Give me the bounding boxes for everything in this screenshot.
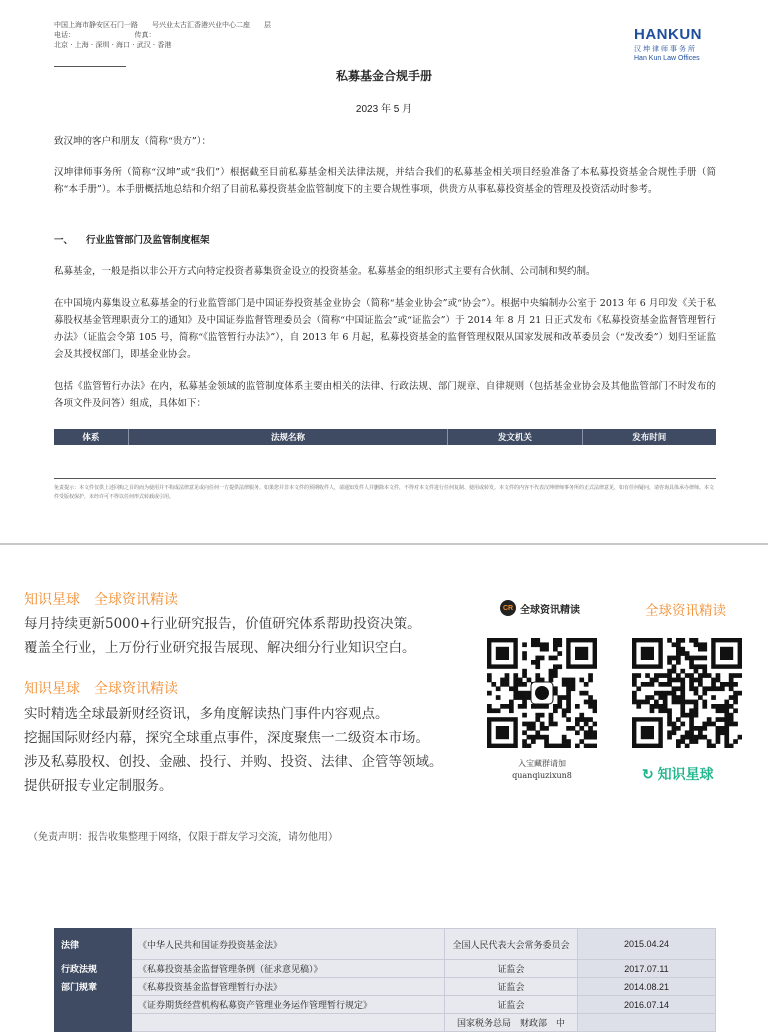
qr-caption-line: 入宝藏群请加 [518,759,566,768]
promo-line: 挖掘国际财经内幕，探究全球重点事件，深度聚焦一二级资本市场。 [24,730,429,746]
hankun-logo [634,26,716,62]
qr-caption-id: quanqiuzixun8 [512,771,572,780]
promo-line: 涉及私募股权、创投、金融、投行、并购、投资、法律、企管等领域。 [24,754,443,770]
row-category: 行政法规 [55,960,132,978]
table-row [55,978,716,996]
row-issuer: 国家税务总局 财政部 中 [445,1014,578,1032]
row-category: 法律 [55,929,132,960]
row-issuer: 证监会 [445,960,578,978]
col-header-date: 发布时间 [632,433,667,443]
footer-disclaimer: 免责提示：本文件仅供上述回购之目的而为使用并不构成法律意见或向任何一方提供法律服务。如果您并非本文件的预期收件人，请通知发件人并删除本文件，不得对本文件进行任何复制、使用或转发。本文件的内容不代表汉坤律师事务所的正式法律意见，如有任何疑问，请咨询具体承办律师。本文件受版权保护，未经许可不得以任何形式转载或引用。 [54,485,715,500]
zsxq-logo [642,764,714,784]
table-row [55,929,716,960]
regulation-table [54,928,716,1032]
phone-fax-line: 电话： 传真： [54,31,156,39]
row-category [55,1014,132,1032]
row-date: 2017.07.11 [578,960,716,978]
scope-paragraph: 包括《监管暂行办法》在内，私募基金领域的监管制度体系主要由相关的法律、行政法规、部门规章、自律规则（包括基金业协会及其他监管部门不时发布的各项文件及问答）组成，具体如下： [54,381,716,409]
intro-paragraph: 汉坤律师事务所（简称“汉坤”或“我们”）根据截至目前私募基金相关法律法规，并结合我们的私募基金相关项目经验准备了本私募投资基金合规性手册（简称“本手册”）。本手册概括地总结和介绍了目前私募投资基金监管制度下的主要合规性事项，供贵方从事私募投资基金的管理及投资活动时参考。 [54,167,716,195]
col-header-system: 体系 [54,429,129,445]
promo-heading-2: 知识星球 全球资讯精读 [24,681,178,697]
right-title: 全球资讯精读 [645,603,726,619]
row-date: 2014.08.21 [578,978,716,996]
row-issuer: 证监会 [445,996,578,1014]
promo-line: 覆盖全行业，上万份行业研究报告展现、解决细分行业知识空白。 [24,640,416,656]
row-law: 《中华人民共和国证券投资基金法》 [132,929,445,960]
row-category: 部门规章 [55,978,132,996]
table-row [55,1014,716,1032]
row-date: 2016.07.14 [578,996,716,1014]
document-title: 私募基金合规手册 [335,69,432,83]
footer-divider [54,478,716,479]
promo-line: 提供研报专业定制服务。 [24,778,173,794]
promo-heading-1: 知识星球 全球资讯精读 [24,592,178,608]
row-issuer: 证监会 [445,978,578,996]
row-category [55,996,132,1014]
document-date: 2023 年 5 月 [355,104,413,115]
zsxq-icon: ↻ [642,766,654,782]
letterhead-address [54,20,271,50]
cr-logo-icon: CR [500,600,516,616]
row-law: 《私募投资基金监督管理条例（征求意见稿）》 [132,960,445,978]
col-header-issuer: 发文机关 [448,429,582,445]
row-law: 《证券期货经营机构私募资产管理业务运作管理暂行规定》 [132,996,445,1014]
address-line: 中国上海市静安区石门一路 号兴业太古汇香港兴业中心二座 层 [54,21,271,29]
row-law [132,1014,445,1032]
row-date: 2015.04.24 [578,929,716,960]
col-header-law-name: 法规名称 [129,429,449,445]
logo-chinese-name: 汉坤律师事务所 [634,45,697,53]
promo-disclaimer: （免责声明：报告收集整理于网络，仅限于群友学习交流，请勿他用） [28,832,338,843]
qr-caption [487,758,597,782]
table-row [55,996,716,1014]
zsxq-label: 知识星球 [657,766,714,782]
cr-label: 全球资讯精读 [520,604,580,616]
table-row [55,960,716,978]
logo-wordmark: HANKUN [634,26,702,43]
promo-banner [0,545,768,875]
logo-english-name: Han Kun Law Offices [634,55,700,62]
zsxq-qr-code[interactable] [632,638,742,748]
row-law: 《私募投资基金监督管理暂行办法》 [132,978,445,996]
wechat-qr-code[interactable] [487,638,597,748]
office-cities: 北京 · 上海 · 深圳 · 海口 · 武汉 · 香港 [54,41,172,49]
row-issuer: 全国人民代表大会常务委员会 [445,929,578,960]
row-date [578,1014,716,1032]
section-title: 行业监管部门及监管制度框架 [86,235,210,246]
cr-badge [500,600,580,616]
section-heading [54,232,716,249]
section-number: 一、 [54,235,74,246]
promo-line: 实时精选全球最新财经资讯，多角度解读热门事件内容观点。 [24,706,389,722]
definition-paragraph: 私募基金，一般是指以非公开方式向特定投资者募集资金设立的投资基金。私募基金的组织形式主要有合伙制、公司制和契约制。 [54,266,596,277]
table-header [54,429,716,445]
regulator-paragraph: 在中国境内募集设立私募基金的行业监管部门是中国证券投资基金业协会（简称“基金业协会”或“协会”）。根据中央编制办公室于 2013 年 6 月印发《关于私募股权基金管理职责分工的通知》及中国证券监督管理委员会（简称“中国证监会”或“证监会”）于 2014 年 8 月 21 日正式发布《私募投资基金监督管理暂行办法》（证监会令第 105 号，简称“《监管暂行办法》”），自 2013 年 6 月起，私募投资基金的监督管理权限从国家发展和改革委员会（“发改委”）划归至证监会及其授权部门，即基金业协会。 [54,298,716,360]
promo-line: 每月持续更新5000+行业研究报告，价值研究体系帮助投资决策。 [24,616,421,632]
greeting: 致汉坤的客户和朋友（简称“贵方”）： [54,136,211,147]
